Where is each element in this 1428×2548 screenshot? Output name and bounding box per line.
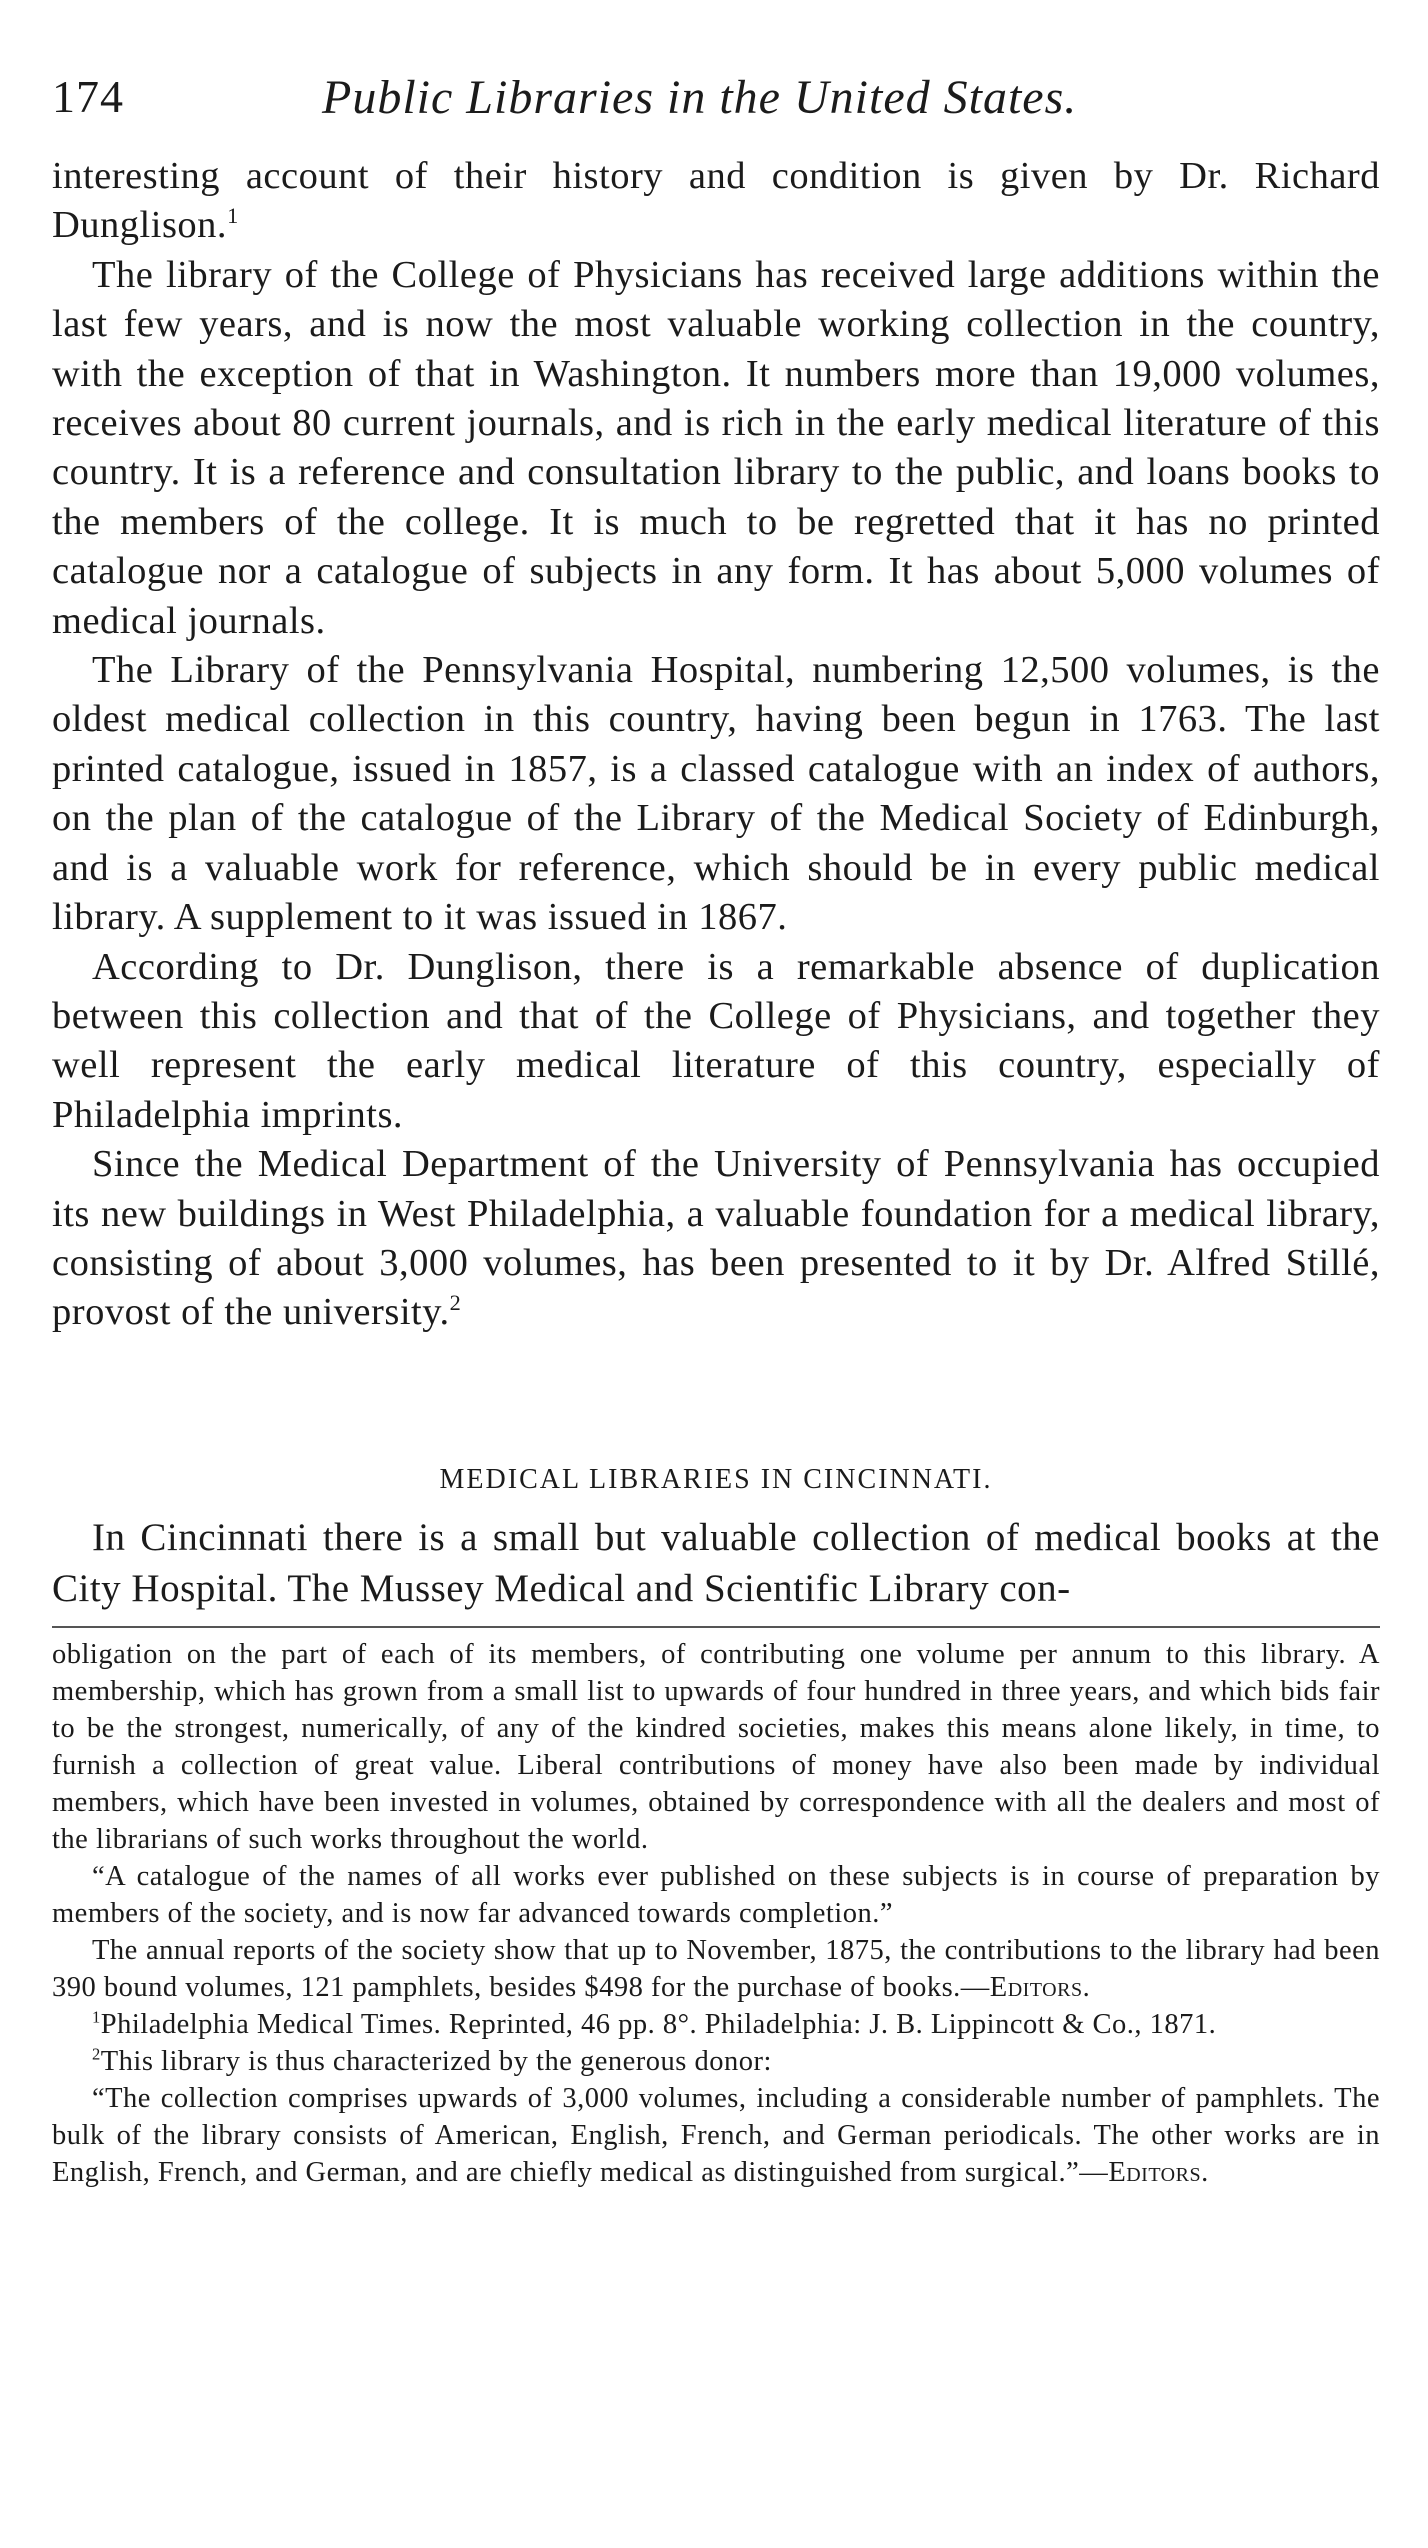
page-header <box>52 70 1380 140</box>
footnote-ref-1: 1 <box>227 203 239 229</box>
paragraph-university: Since the Medical Department of the University of Pennsylvania has occupied its new buildings in West Philadelphia, a valuable foundation for a medical library, consisting of about 3,000 volumes, has been presented to it by Dr. Alfred Stillé, provost of the university.$^2$ <box>52 1143 1380 1334</box>
paragraph-continued: interesting account of their history and condition is given by Dr. Richard Dunglison.$^1$ <box>52 155 1380 247</box>
section-intro <box>52 1512 1380 1614</box>
section-heading: MEDICAL LIBRARIES IN CINCINNATI. <box>439 1464 993 1495</box>
paragraph-cincinnati: In Cincinnati there is a small but valuable collection of medical books at the City Hospital. The Mussey Medical and Scientific Library con- <box>52 1516 1380 1610</box>
paragraph-duplication: According to Dr. Dunglison, there is a remarkable absence of duplication between this collection and that of the College of Physicians, and together they well represent the early medical literature of this country, especially of Philadelphia imprints. <box>52 945 1380 1136</box>
running-title: Public Libraries in the United States. <box>322 71 1078 124</box>
footnote-2: $^2$This library is thus characterized by the generous donor: <box>92 2044 772 2077</box>
footnote-ref-2: 2 <box>449 1290 462 1316</box>
footnote-2-quote: “The collection comprises upwards of 3,000 volumes, including a considerable number of pamphlets. The bulk of the library consists of American, English, French, and German periodicals. The other works are in English, French, and German, and are chiefly medical as distinguished from surgical.”—Editors. <box>52 2083 1380 2188</box>
footnote-1: $^1$Philadelphia Medical Times. Reprinted, 46 pp. 8°. Philadelphia: J. B. Lippincott & Co., 1871. <box>92 2007 1217 2040</box>
body-text <box>52 152 1380 1338</box>
footnotes <box>52 1636 1380 2191</box>
footnote-annual-reports: The annual reports of the society show that up to November, 1875, the contributions to the library had been 390 bound volumes, 121 pamphlets, besides $498 for the purchase of books.—Editors. <box>52 1935 1380 2003</box>
footnote-continued: obligation on the part of each of its members, of contributing one volume per annum to this library. A membership, which has grown from a small list to upwards of four hundred in three years, and which bids fair to be the strongest, numerically, of any of the kindred societies, makes this means alone likely, in time, to furnish a collection of great value. Liberal contributions of money have also been made by individual members, which have been invested in volumes, obtained by correspondence with all the dealers and most of the librarians of such works throughout the world. <box>52 1639 1380 1855</box>
paragraph-college-of-physicians: The library of the College of Physicians has received large additions within the last few years, and is now the most valuable working collection in the country, with the exception of that in Washington. It numbers more than 19,000 volumes, receives about 80 current journals, and is rich in the early medical literature of this country. It is a reference and consultation library to the public, and loans books to the members of the college. It is much to be regretted that it has no printed catalogue nor a catalogue of subjects in any form. It has about 5,000 volumes of medical journals. <box>52 253 1380 642</box>
footnote-catalogue-quote: “A catalogue of the names of all works ever published on these subjects is in course of preparation by members of the society, and is now far advanced towards completion.” <box>52 1861 1380 1929</box>
page-number: 174 <box>52 71 124 122</box>
paragraph-pennsylvania-hospital: The Library of the Pennsylvania Hospital, numbering 12,500 volumes, is the oldest medical collection in this country, having been begun in 1763. The last printed catalogue, issued in 1857, is a classed catalogue with an index of authors, on the plan of the catalogue of the Library of the Medical Society of Edinburgh, and is a valuable work for reference, which should be in every public medical library. A supplement to it was issued in 1867. <box>52 649 1380 939</box>
footnote-divider <box>52 1626 1380 1628</box>
